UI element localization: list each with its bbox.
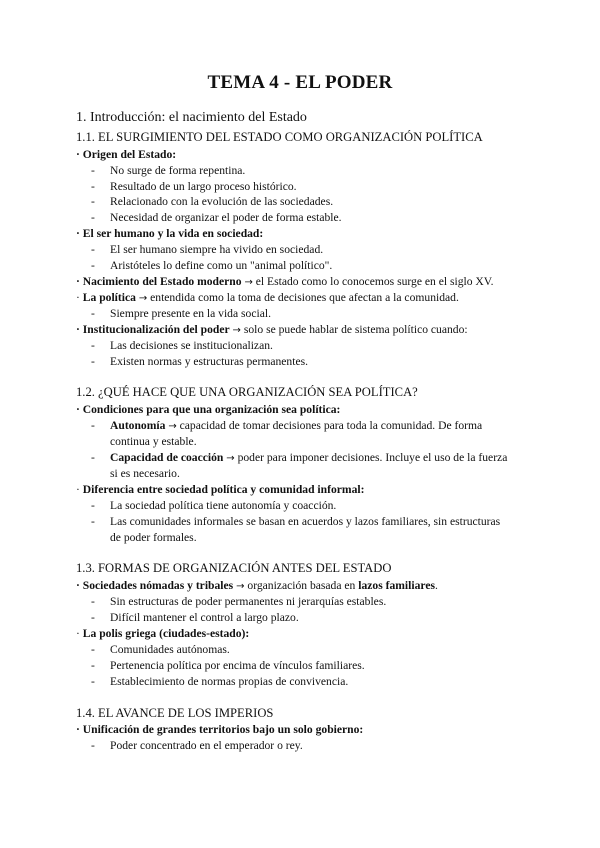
list-item: Necesidad de organizar el poder de forma estable.: [110, 211, 342, 224]
list-item: Poder concentrado en el emperador o rey.: [110, 739, 303, 752]
dash-marker: -: [91, 164, 95, 177]
autonomia-text: capacidad de tomar decisiones para toda la comunidad. De forma: [179, 419, 483, 432]
dash-marker: -: [91, 355, 95, 368]
dash-marker: -: [91, 659, 95, 672]
list-item: Siempre presente en la vida social.: [110, 307, 271, 320]
nacimiento-label: · Nacimiento del Estado moderno: [76, 275, 242, 288]
arrow-icon: →: [138, 293, 148, 304]
nomadas-label: · Sociedades nómadas y tribales: [76, 579, 234, 592]
dash-marker: -: [91, 611, 95, 624]
ser-humano-label: · El ser humano y la vida en sociedad:: [76, 227, 264, 240]
dash-marker: -: [91, 211, 95, 224]
dash-marker: -: [91, 675, 95, 688]
nacimiento-text: el Estado como lo conocemos surge en el siglo XV.: [255, 275, 494, 288]
list-item: La sociedad política tiene autonomía y coacción.: [110, 499, 337, 512]
institucionalizacion-line: [76, 323, 468, 338]
polis-label: La polis griega (ciudades-estado):: [82, 627, 250, 640]
dash-marker: -: [91, 339, 95, 352]
dash-marker: -: [91, 451, 95, 464]
dash-marker: -: [91, 739, 95, 752]
dash-marker: -: [91, 515, 95, 528]
list-item: Difícil mantener el control a largo plazo.: [110, 611, 299, 624]
dash-marker: -: [91, 195, 95, 208]
dash-marker: -: [91, 259, 95, 272]
dash-marker: -: [91, 243, 95, 256]
list-item-cont: de poder formales.: [110, 531, 197, 544]
list-item: No surge de forma repentina.: [110, 164, 246, 177]
autonomia-label: Autonomía: [110, 419, 166, 432]
bullet-dot: ·: [76, 627, 80, 640]
nomadas-text: organización basada en: [247, 579, 356, 592]
autonomia-line: [110, 419, 482, 434]
nomadas-bold: lazos familiares: [358, 579, 435, 592]
list-item: Relacionado con la evolución de las sociedades.: [110, 195, 334, 208]
heading-1-3: 1.3. FORMAS DE ORGANIZACIÓN ANTES DEL ESTADO: [76, 561, 392, 575]
arrow-icon: →: [232, 325, 241, 336]
heading-1-1: 1.1. EL SURGIMIENTO DEL ESTADO COMO ORGANIZACIÓN POLÍTICA: [76, 130, 483, 144]
coaccion-label: Capacidad de coacción: [110, 451, 224, 464]
condiciones-label: · Condiciones para que una organización sea política:: [76, 403, 341, 416]
politica-text: entendida como la toma de decisiones que afectan a la comunidad.: [150, 291, 459, 304]
coaccion-line: [110, 451, 507, 466]
arrow-icon: →: [226, 453, 235, 464]
list-item: Sin estructuras de poder permanentes ni jerarquías estables.: [110, 595, 387, 608]
autonomia-text-cont: continua y estable.: [110, 435, 197, 448]
institucionalizacion-text: solo se puede hablar de sistema político cuando:: [243, 323, 468, 336]
list-item: Las comunidades informales se basan en acuerdos y lazos familiares, sin estructuras: [110, 515, 501, 528]
bullet-dot: ·: [76, 291, 80, 304]
origen-label: · Origen del Estado:: [76, 148, 177, 161]
heading-1-4: 1.4. EL AVANCE DE LOS IMPERIOS: [76, 706, 274, 720]
politica-label: La política: [82, 291, 136, 304]
arrow-icon: →: [168, 421, 177, 432]
heading-introduccion: 1. Introducción: el nacimiento del Estado: [76, 110, 307, 125]
dash-marker: -: [91, 499, 95, 512]
nacimiento-line: [76, 275, 494, 290]
list-item: Aristóteles lo define como un "animal político".: [110, 259, 333, 272]
dash-marker: -: [91, 180, 95, 193]
arrow-icon: →: [244, 277, 253, 288]
heading-1-2: 1.2. ¿QUÉ HACE QUE UNA ORGANIZACIÓN SEA POLÍTICA?: [76, 385, 418, 399]
coaccion-text: poder para imponer decisiones. Incluye el uso de la fuerza: [237, 451, 508, 464]
list-item: Existen normas y estructuras permanentes.: [110, 355, 308, 368]
dash-marker: -: [91, 643, 95, 656]
dash-marker: -: [91, 419, 95, 432]
bullet-dot: ·: [76, 483, 80, 496]
nomadas-end: .: [435, 579, 438, 592]
dash-marker: -: [91, 307, 95, 320]
institucionalizacion-label: · Institucionalización del poder: [76, 323, 230, 336]
list-item: El ser humano siempre ha vivido en sociedad.: [110, 243, 324, 256]
nomadas-line: [76, 579, 438, 594]
page-title: TEMA 4 - EL PODER: [207, 72, 393, 93]
diferencia-label: Diferencia entre sociedad política y comunidad informal:: [82, 483, 365, 496]
list-item: Resultado de un largo proceso histórico.: [110, 180, 297, 193]
diferencia-line: [76, 483, 364, 497]
politica-line: [76, 291, 459, 306]
polis-line: [76, 627, 249, 641]
unificacion-label: · Unificación de grandes territorios bajo un solo gobierno:: [76, 723, 364, 736]
list-item: Las decisiones se institucionalizan.: [110, 339, 273, 352]
list-item: Establecimiento de normas propias de convivencia.: [110, 675, 349, 688]
list-item: Comunidades autónomas.: [110, 643, 230, 656]
arrow-icon: →: [236, 581, 245, 592]
dash-marker: -: [91, 595, 95, 608]
list-item: Pertenencia política por encima de vínculos familiares.: [110, 659, 365, 672]
coaccion-text-cont: si es necesario.: [110, 467, 180, 480]
